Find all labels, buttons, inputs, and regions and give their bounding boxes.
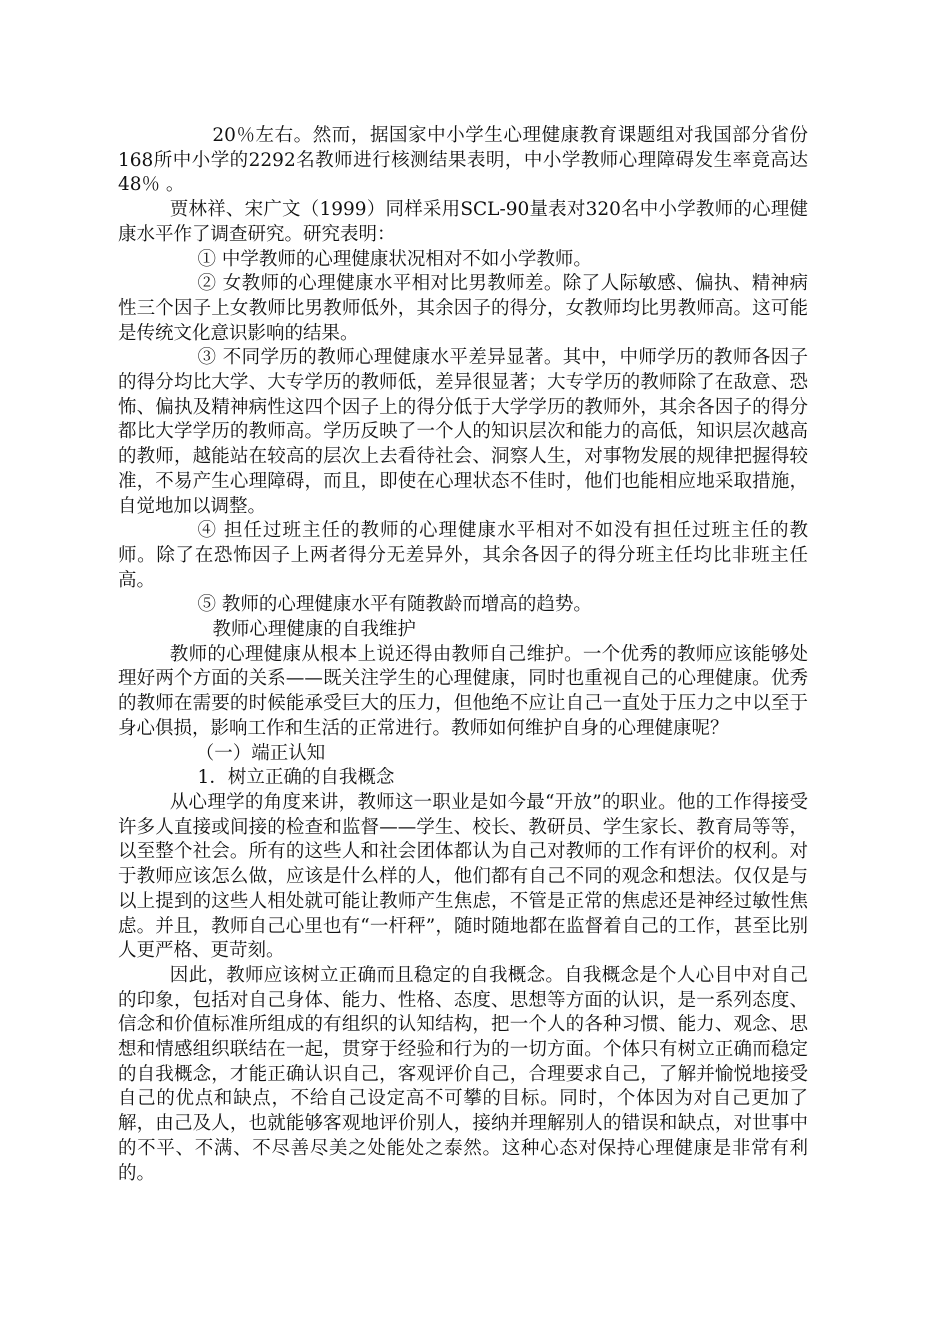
finding-1: ① 中学教师的心理健康状况相对不如小学教师。 xyxy=(197,248,592,270)
paragraph-continuation: 20％左右。然而，据国家中小学生心理健康教育课题组对我国部分省份168所中小学的2292名教师进行核测结果表明，中小学教师心理障碍发生率竟高达48％ 。 xyxy=(118,125,808,196)
paragraph-study-intro: 贾林祥、宋广文（1999）同样采用SCL-90量表对320名中小学教师的心理健康水平作了调查研究。研究表明： xyxy=(118,199,808,245)
finding-3: ③ 不同学历的教师心理健康水平差异显著。其中，中师学历的教师各因子的得分均比大学、大专学历的教师低，差异很显著；大专学历的教师除了在敌意、恐怖、偏执及精神病性这四个因子上的得分低于大学学历的教师外，其余各因子的得分都比大学学历的教师高。学历反映了一个人的知识层次和能力的高低，知识层次越高的教师，越能站在较高的层次上去看待社会、洞察人生，对事物发展的规律把握得较准，不易产生心理障碍，而且，即使在心理状态不佳时，他们也能相应地采取措施，自觉地加以调整。 xyxy=(118,347,808,517)
subsubsection-heading: 1．树立正确的自我概念 xyxy=(197,767,395,789)
subsection-heading: （一）端正认知 xyxy=(195,742,326,764)
paragraph-self-concept: 因此，教师应该树立正确而且稳定的自我概念。自我概念是个人心目中对自己的印象，包括对自己身体、能力、性格、态度、思想等方面的认识，是一系列态度、信念和价值标准所组成的有组织的认知结构，把一个人的各种习惯、能力、观念、思想和情感组织联结在一起，贯穿于经验和行为的一切方面。个体只有树立正确而稳定的自我概念，才能正确认识自己，客观评价自己，合理要求自己，了解并愉悦地接受自己的优点和缺点，不给自己设定高不可攀的目标。同时，个体因为对自己更加了解，由己及人，也就能够客观地评价别人，接纳并理解别人的错误和缺点，对世事中的不平、不满、不尽善尽美之处能处之泰然。这种心态对保持心理健康是非常有利的。 xyxy=(118,964,808,1184)
section-heading: 教师心理健康的自我维护 xyxy=(212,619,416,641)
finding-4: ④ 担任过班主任的教师的心理健康水平相对不如没有担任过班主任的教师。除了在恐怖因子上两者得分无差异外，其余各因子的得分班主任均比非班主任高。 xyxy=(118,520,808,591)
finding-2: ② 女教师的心理健康水平相对比男教师差。除了人际敏感、偏执、精神病性三个因子上女教师比男教师低外，其余因子的得分，女教师均比男教师高。这可能是传统文化意识影响的结果。 xyxy=(118,273,808,344)
finding-5: ⑤ 教师的心理健康水平有随教龄而增高的趋势。 xyxy=(197,594,592,616)
paragraph-open-profession: 从心理学的角度来讲，教师这一职业是如今最“开放”的职业。他的工作得接受许多人直接或间接的检查和监督——学生、校长、教研员、学生家长、教育局等等，以至整个社会。所有的这些人和社会团体都认为自己对教师的工作有评价的权利。对于教师应该怎么做，应该是什么样的人，他们都有自己不同的观念和想法。仅仅是与以上提到的这些人相处就可能让教师产生焦虑，不管是正常的焦虑还是神经过敏性焦虑。并且，教师自己心里也有“一杆秤”，随时随地都在监督着自己的工作，甚至比别人更严格、更苛刻。 xyxy=(118,791,808,962)
paragraph-self-maintenance: 教师的心理健康从根本上说还得由教师自己维护。一个优秀的教师应该能够处理好两个方面的关系——既关注学生的心理健康，同时也重视自己的心理健康。优秀的教师在需要的时候能承受巨大的压力，但他绝不应让自己一直处于压力之中以至于身心俱损，影响工作和生活的正常进行。教师如何维护自身的心理健康呢？ xyxy=(118,643,808,739)
document-body xyxy=(118,124,808,1186)
